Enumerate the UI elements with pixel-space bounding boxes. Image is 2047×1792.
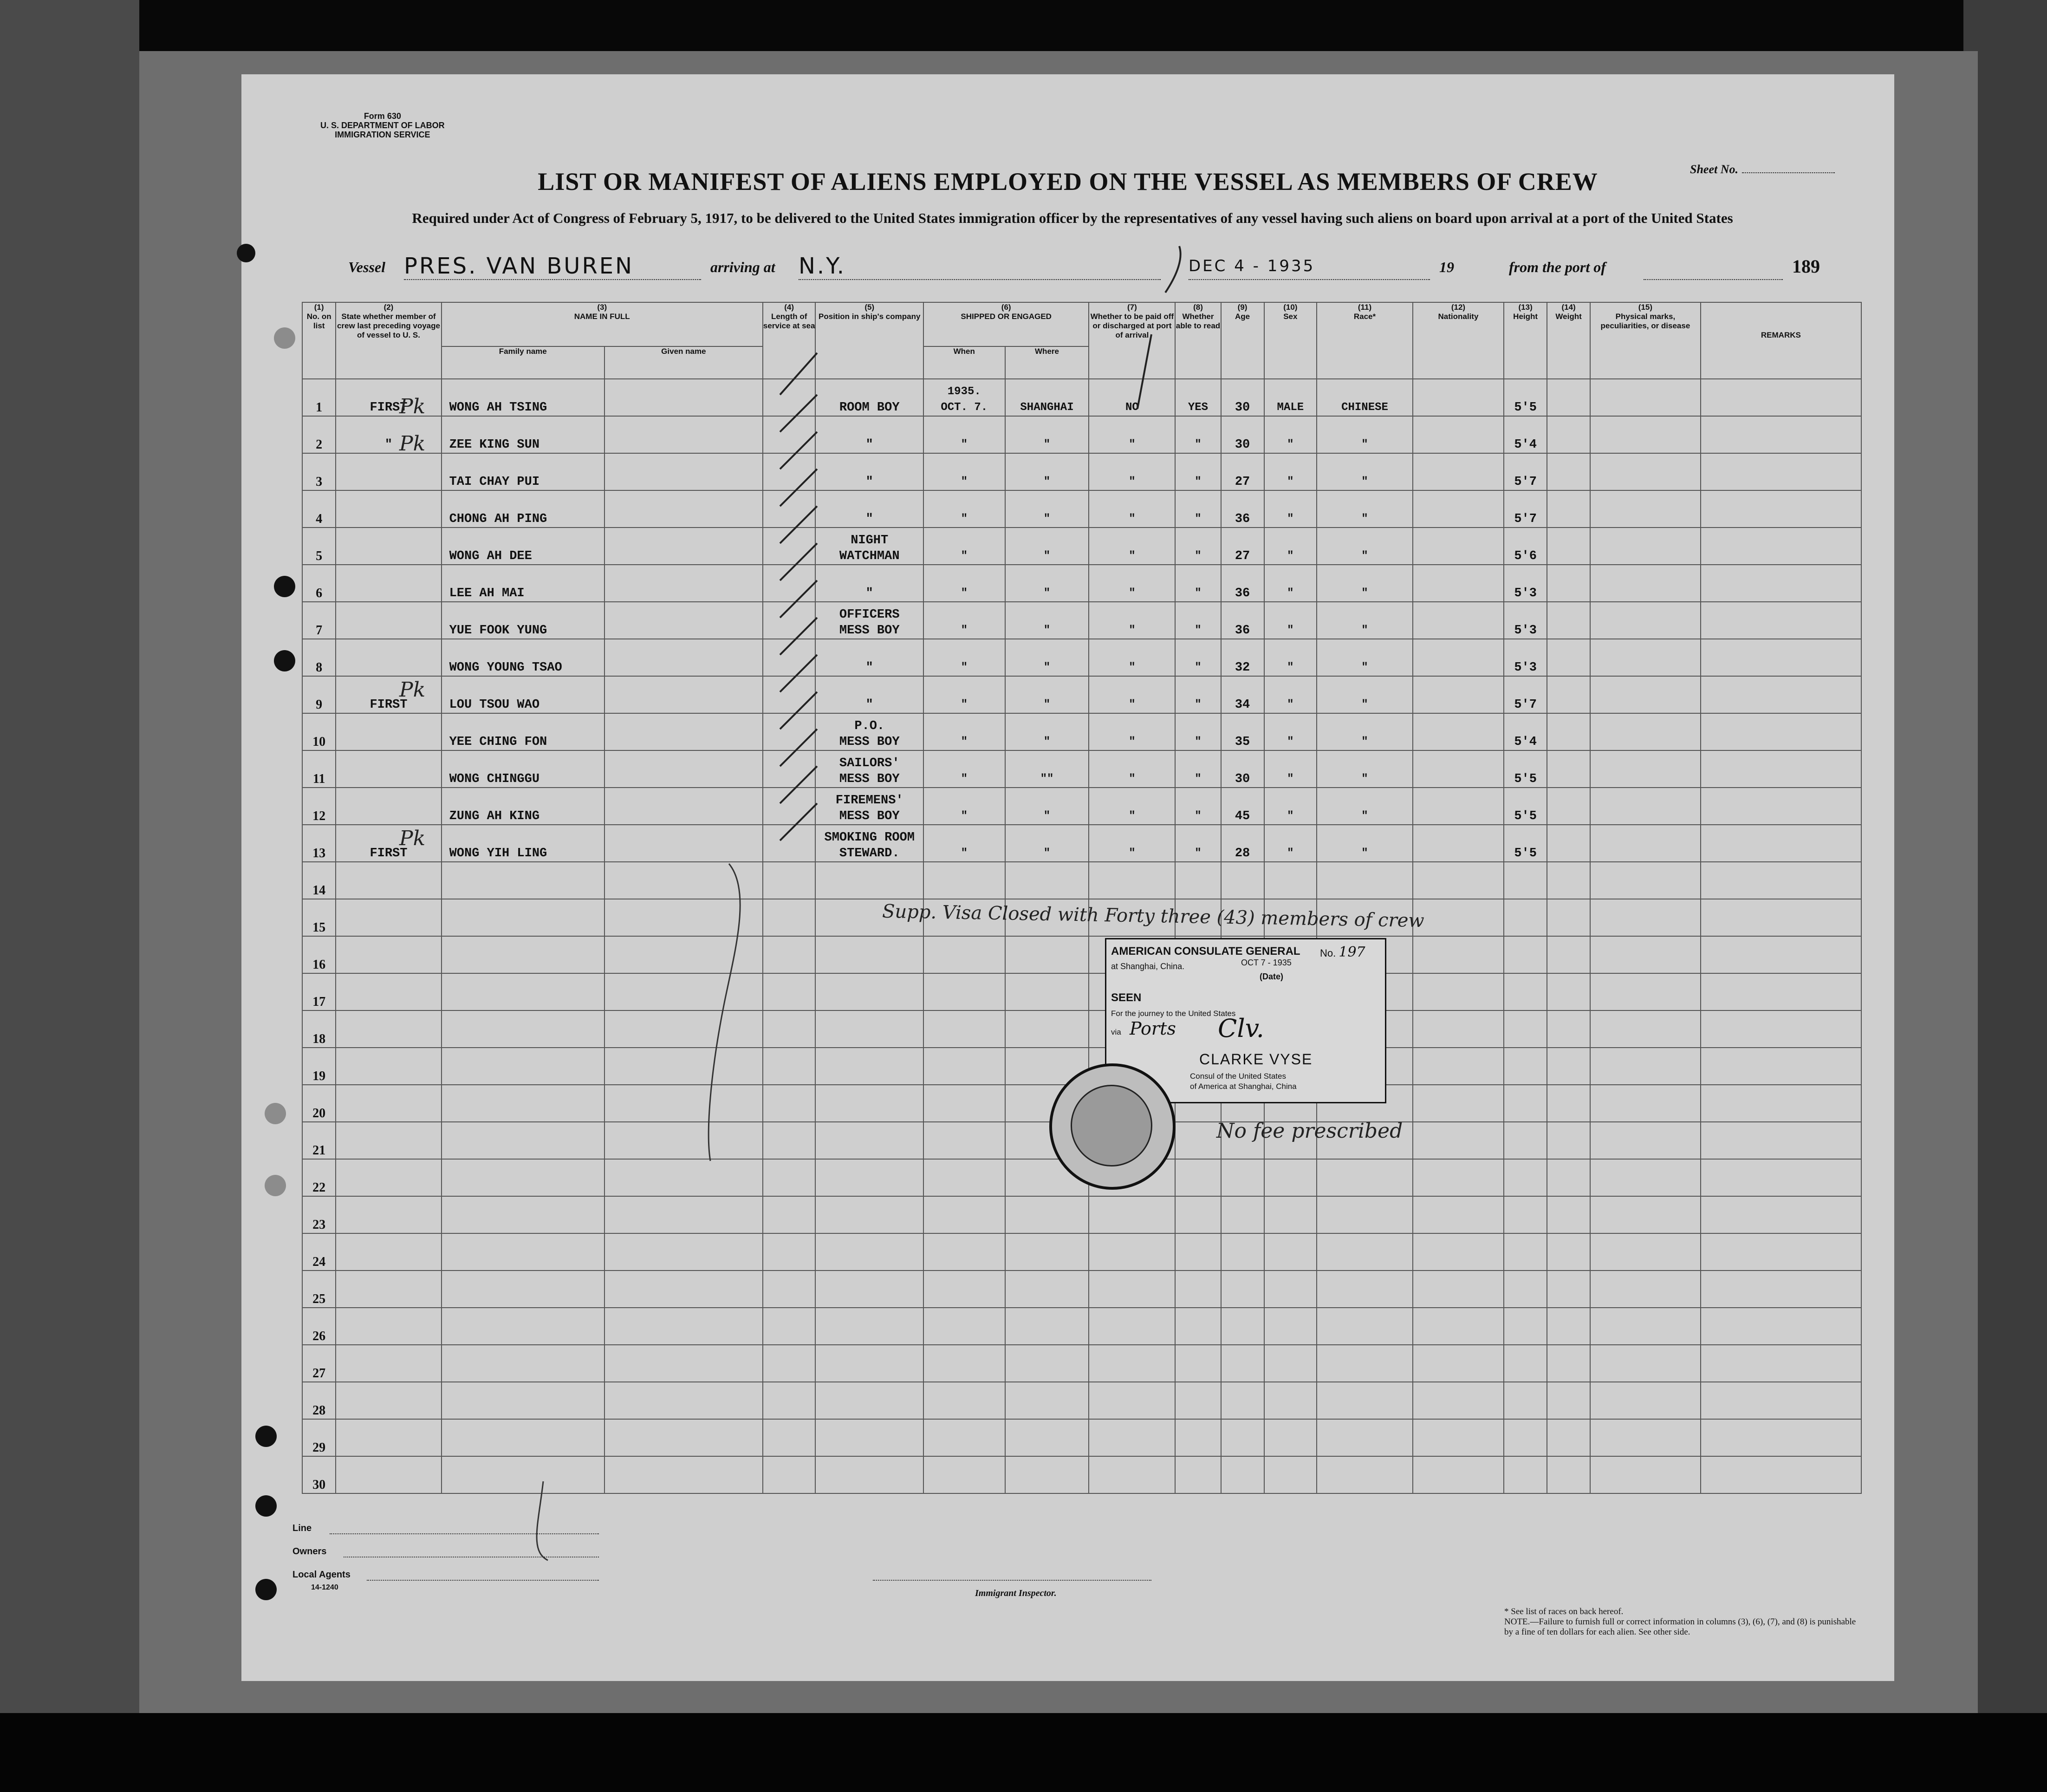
cell-sex: " <box>1264 750 1317 788</box>
consulate-seal-icon <box>1049 1063 1176 1190</box>
cell-sex: " <box>1264 490 1317 528</box>
consul-name: CLARKE VYSE <box>1199 1051 1313 1068</box>
cell-where: " <box>1005 639 1089 676</box>
from-port-label: from the port of <box>1509 259 1606 275</box>
cell-sex: " <box>1264 788 1317 825</box>
cell-when: " <box>923 490 1005 528</box>
col-header: (8) Whether able to read <box>1175 302 1221 379</box>
stamp-journey: For the journey to the United States <box>1111 1009 1236 1018</box>
cell-read: " <box>1175 676 1221 713</box>
footnote: * See list of races on back hereof. NOTE.—Failure to furnish full or correct information in columns (3), (6), (7), and (8) is punishable by a fine of ten dollars for each alien. See other side. <box>1504 1607 1856 1637</box>
cell-prev: FIRST <box>336 825 441 862</box>
col-header: (3) NAME IN FULL <box>442 302 763 346</box>
footer-line-field <box>330 1532 599 1534</box>
cell-no: 2 <box>302 416 336 453</box>
cell-name: WONG AH TSING <box>442 379 604 416</box>
cell-height: 5'3 <box>1504 639 1547 676</box>
cell-name: WONG YOUNG TSAO <box>442 639 604 676</box>
cell-no: 14 <box>302 862 336 899</box>
cell-height: 5'4 <box>1504 416 1547 453</box>
inspector-label: Immigrant Inspector. <box>975 1588 1057 1598</box>
cell-where: "" <box>1005 750 1089 788</box>
cell-position: " <box>815 453 923 490</box>
cell-where: " <box>1005 788 1089 825</box>
stamp-date-label: (Date) <box>1260 972 1284 981</box>
cell-age: 35 <box>1221 713 1264 750</box>
cell-when: " <box>923 602 1005 639</box>
cell-position: " <box>815 639 923 676</box>
col-header: (12) Nationality <box>1413 302 1504 379</box>
cell-name: WONG CHINGGU <box>442 750 604 788</box>
footer-owners-label: Owners <box>292 1546 327 1557</box>
cell-age: 32 <box>1221 639 1264 676</box>
cell-read: " <box>1175 713 1221 750</box>
cell-when: " <box>923 825 1005 862</box>
cell-where: " <box>1005 825 1089 862</box>
footer-line-label: Line <box>292 1523 312 1533</box>
cell-when: " <box>923 788 1005 825</box>
arrival-date: DEC 4 - 1935 <box>1189 257 1430 280</box>
cell-age: 27 <box>1221 528 1264 565</box>
col-subheader: When <box>923 346 1005 379</box>
cell-prev: " <box>336 416 441 453</box>
col-header: (10) Sex <box>1264 302 1317 379</box>
sheet-number: Sheet No. <box>1690 163 1835 176</box>
stamp-seen: SEEN <box>1111 991 1142 1004</box>
cell-no: 9 <box>302 676 336 713</box>
cell-race: " <box>1317 788 1413 825</box>
cell-age: 34 <box>1221 676 1264 713</box>
cell-paid-off: " <box>1089 490 1175 528</box>
vessel-label: Vessel <box>348 259 385 275</box>
cell-no: 26 <box>302 1308 336 1345</box>
cell-read: " <box>1175 416 1221 453</box>
arriving-port: N.Y. <box>799 253 1161 280</box>
cell-read: " <box>1175 639 1221 676</box>
cell-paid-off: " <box>1089 639 1175 676</box>
manifest-page <box>241 74 1894 1681</box>
cell-paid-off: " <box>1089 602 1175 639</box>
cell-name: WONG YIH LING <box>442 825 604 862</box>
cell-race: " <box>1317 565 1413 602</box>
scan-frame-left <box>0 0 139 1792</box>
stamp-header: AMERICAN CONSULATE GENERAL <box>1111 945 1300 958</box>
cell-sex: " <box>1264 825 1317 862</box>
cell-no: 10 <box>302 713 336 750</box>
cell-where: SHANGHAI <box>1005 379 1089 416</box>
cell-no: 23 <box>302 1196 336 1233</box>
cell-no: 5 <box>302 528 336 565</box>
footer-agents-field <box>367 1579 599 1581</box>
cell-read: " <box>1175 750 1221 788</box>
cell-race: " <box>1317 713 1413 750</box>
handwritten-pk-mark: Pk <box>399 827 426 850</box>
col-header: (5) Position in ship's company <box>815 302 923 379</box>
cell-position: ROOM BOY <box>815 379 923 416</box>
stamp-location: at Shanghai, China. <box>1111 962 1185 971</box>
cell-race: " <box>1317 750 1413 788</box>
cell-no: 27 <box>302 1345 336 1382</box>
cell-no: 20 <box>302 1085 336 1122</box>
cell-race: " <box>1317 676 1413 713</box>
cell-height: 5'6 <box>1504 528 1547 565</box>
cell-age: 36 <box>1221 602 1264 639</box>
cell-race: CHINESE <box>1317 379 1413 416</box>
cell-age: 30 <box>1221 750 1264 788</box>
cell-race: " <box>1317 602 1413 639</box>
stamp-via-label: via <box>1111 1028 1121 1036</box>
cell-where: " <box>1005 602 1089 639</box>
cell-race: " <box>1317 490 1413 528</box>
col-header: (1) No. on list <box>302 302 336 379</box>
cell-name: ZUNG AH KING <box>442 788 604 825</box>
footer-agents-label: Local Agents <box>292 1570 351 1580</box>
cell-name: YEE CHING FON <box>442 713 604 750</box>
cell-race: " <box>1317 639 1413 676</box>
scan-frame-bottom <box>0 1713 2047 1792</box>
cell-no: 3 <box>302 453 336 490</box>
cell-age: 45 <box>1221 788 1264 825</box>
page-title: LIST OR MANIFEST OF ALIENS EMPLOYED ON THE VESSEL AS MEMBERS OF CREW <box>538 168 1598 195</box>
cell-no: 19 <box>302 1048 336 1085</box>
cell-no: 16 <box>302 936 336 973</box>
cell-paid-off: " <box>1089 565 1175 602</box>
cell-height: 5'5 <box>1504 825 1547 862</box>
col-subheader: Given name <box>604 346 763 379</box>
arriving-label: arriving at <box>710 259 775 275</box>
cell-where: " <box>1005 676 1089 713</box>
cell-position: P.O. MESS BOY <box>815 713 923 750</box>
cell-where: " <box>1005 490 1089 528</box>
cell-height: 5'7 <box>1504 453 1547 490</box>
cell-read: " <box>1175 602 1221 639</box>
cell-age: 36 <box>1221 565 1264 602</box>
footer-form-code: 14-1240 <box>311 1583 338 1591</box>
cell-no: 12 <box>302 788 336 825</box>
cell-sex: " <box>1264 453 1317 490</box>
cell-paid-off: " <box>1089 416 1175 453</box>
cell-sex: MALE <box>1264 379 1317 416</box>
stamp-number: 189 <box>1792 256 1820 277</box>
col-subheader: Where <box>1005 346 1089 379</box>
cell-no: 28 <box>302 1382 336 1419</box>
page-subtitle: Required under Act of Congress of February 5, 1917, to be delivered to the United States immigration officer by the representatives of any vessel having such aliens on board upon arrival at a port of the United States <box>412 210 1733 226</box>
cell-race: " <box>1317 528 1413 565</box>
cell-race: " <box>1317 453 1413 490</box>
consul-signature-icon: Clv. <box>1218 1014 1264 1043</box>
cell-no: 13 <box>302 825 336 862</box>
cell-where: " <box>1005 565 1089 602</box>
cell-sex: " <box>1264 416 1317 453</box>
cell-when: " <box>923 750 1005 788</box>
cell-height: 5'3 <box>1504 565 1547 602</box>
cell-read: " <box>1175 528 1221 565</box>
footer-owners-field <box>344 1556 599 1557</box>
cell-name: ZEE KING SUN <box>442 416 604 453</box>
cell-paid-off: " <box>1089 788 1175 825</box>
cell-when: " <box>923 528 1005 565</box>
cell-paid-off: NO <box>1089 379 1175 416</box>
cell-no: 24 <box>302 1233 336 1271</box>
cell-when: " <box>923 453 1005 490</box>
cell-name: YUE FOOK YUNG <box>442 602 604 639</box>
cell-position: OFFICERS MESS BOY <box>815 602 923 639</box>
col-header: (15) Physical marks, peculiarities, or disease <box>1590 302 1701 379</box>
cell-name: WONG AH DEE <box>442 528 604 565</box>
cell-when: " <box>923 565 1005 602</box>
consul-title: Consul of the United States of America at Shanghai, China <box>1190 1072 1297 1091</box>
cell-when: " <box>923 639 1005 676</box>
cell-height: 5'5 <box>1504 750 1547 788</box>
col-header: (9) Age <box>1221 302 1264 379</box>
cell-no: 21 <box>302 1122 336 1159</box>
cell-where: " <box>1005 528 1089 565</box>
cell-height: 5'5 <box>1504 788 1547 825</box>
cell-no: 22 <box>302 1159 336 1196</box>
cell-read: YES <box>1175 379 1221 416</box>
col-header: REMARKS <box>1701 302 1861 379</box>
cell-when: " <box>923 676 1005 713</box>
cell-height: 5'4 <box>1504 713 1547 750</box>
cell-height: 5'5 <box>1504 379 1547 416</box>
cell-sex: " <box>1264 676 1317 713</box>
cell-height: 5'3 <box>1504 602 1547 639</box>
col-header: (4) Length of service at sea <box>763 302 816 379</box>
vessel-name: PRES. VAN BUREN <box>404 253 701 280</box>
cell-no: 1 <box>302 379 336 416</box>
cell-age: 30 <box>1221 379 1264 416</box>
cell-read: " <box>1175 825 1221 862</box>
col-header: (11) Race* <box>1317 302 1413 379</box>
cell-race: " <box>1317 416 1413 453</box>
cell-height: 5'7 <box>1504 490 1547 528</box>
cell-no: 7 <box>302 602 336 639</box>
cell-sex: " <box>1264 565 1317 602</box>
cell-sex: " <box>1264 713 1317 750</box>
cell-name: CHONG AH PING <box>442 490 604 528</box>
col-header: (7) Whether to be paid off or discharged at port of arrival <box>1089 302 1175 379</box>
cell-prev: FIRST <box>336 676 441 713</box>
col-header: (14) Weight <box>1547 302 1590 379</box>
cell-read: " <box>1175 565 1221 602</box>
stamp-date: OCT 7 - 1935 <box>1241 958 1292 967</box>
cell-position: " <box>815 490 923 528</box>
cell-no: 11 <box>302 750 336 788</box>
cell-no: 17 <box>302 973 336 1010</box>
col-header: (2) State whether member of crew last preceding voyage of vessel to U. S. <box>336 302 441 379</box>
cell-name: LEE AH MAI <box>442 565 604 602</box>
cell-age: 27 <box>1221 453 1264 490</box>
cell-where: " <box>1005 453 1089 490</box>
cell-read: " <box>1175 490 1221 528</box>
cell-paid-off: " <box>1089 528 1175 565</box>
cell-where: " <box>1005 416 1089 453</box>
cell-no: 15 <box>302 899 336 936</box>
cell-no: 4 <box>302 490 336 528</box>
cell-race: " <box>1317 825 1413 862</box>
cell-paid-off: " <box>1089 825 1175 862</box>
cell-no: 25 <box>302 1271 336 1308</box>
cell-position: FIREMENS' MESS BOY <box>815 788 923 825</box>
cell-age: 28 <box>1221 825 1264 862</box>
cell-position: SAILORS' MESS BOY <box>815 750 923 788</box>
cell-sex: " <box>1264 602 1317 639</box>
cell-height: 5'7 <box>1504 676 1547 713</box>
stamp-number-field: No. 197 <box>1320 944 1365 960</box>
handwritten-pk-mark: Pk <box>399 432 426 456</box>
col-header: (6) SHIPPED OR ENGAGED <box>923 302 1089 346</box>
cell-name: TAI CHAY PUI <box>442 453 604 490</box>
cell-when: " <box>923 416 1005 453</box>
cell-position: SMOKING ROOM STEWARD. <box>815 825 923 862</box>
scan-frame-top <box>139 0 1996 51</box>
cell-no: 8 <box>302 639 336 676</box>
year-label: 19 <box>1439 259 1454 275</box>
cell-paid-off: " <box>1089 676 1175 713</box>
form-note: Form 630 U. S. DEPARTMENT OF LABOR IMMIGRATION SERVICE <box>320 111 445 139</box>
cell-prev: FIRST <box>336 379 441 416</box>
cell-name: LOU TSOU WAO <box>442 676 604 713</box>
cell-sex: " <box>1264 528 1317 565</box>
cell-no: 6 <box>302 565 336 602</box>
cell-read: " <box>1175 788 1221 825</box>
cell-position: " <box>815 416 923 453</box>
cell-no: 29 <box>302 1419 336 1456</box>
cell-paid-off: " <box>1089 713 1175 750</box>
cell-position: " <box>815 565 923 602</box>
handwritten-strokes <box>241 74 1894 1681</box>
inspector-signature-field <box>873 1579 1151 1581</box>
cell-read: " <box>1175 453 1221 490</box>
handwritten-no-fee: No fee prescribed <box>1216 1119 1403 1143</box>
stamp-via-value: Ports <box>1130 1018 1176 1039</box>
cell-no: 18 <box>302 1010 336 1048</box>
cell-when: " <box>923 713 1005 750</box>
cell-paid-off: " <box>1089 453 1175 490</box>
handwritten-visa-note: Supp. Visa Closed with Forty three (43) members of crew <box>882 900 1424 932</box>
cell-when: 1935. OCT. 7. <box>923 379 1005 416</box>
handwritten-pk-mark: Pk <box>399 395 426 418</box>
cell-position: NIGHT WATCHMAN <box>815 528 923 565</box>
cell-no: 30 <box>302 1456 336 1493</box>
cell-position: " <box>815 676 923 713</box>
cell-age: 30 <box>1221 416 1264 453</box>
col-header: (13) Height <box>1504 302 1547 379</box>
cell-where: " <box>1005 713 1089 750</box>
cell-sex: " <box>1264 639 1317 676</box>
col-subheader: Family name <box>442 346 604 379</box>
cell-age: 36 <box>1221 490 1264 528</box>
cell-paid-off: " <box>1089 750 1175 788</box>
handwritten-pk-mark: Pk <box>399 678 426 702</box>
